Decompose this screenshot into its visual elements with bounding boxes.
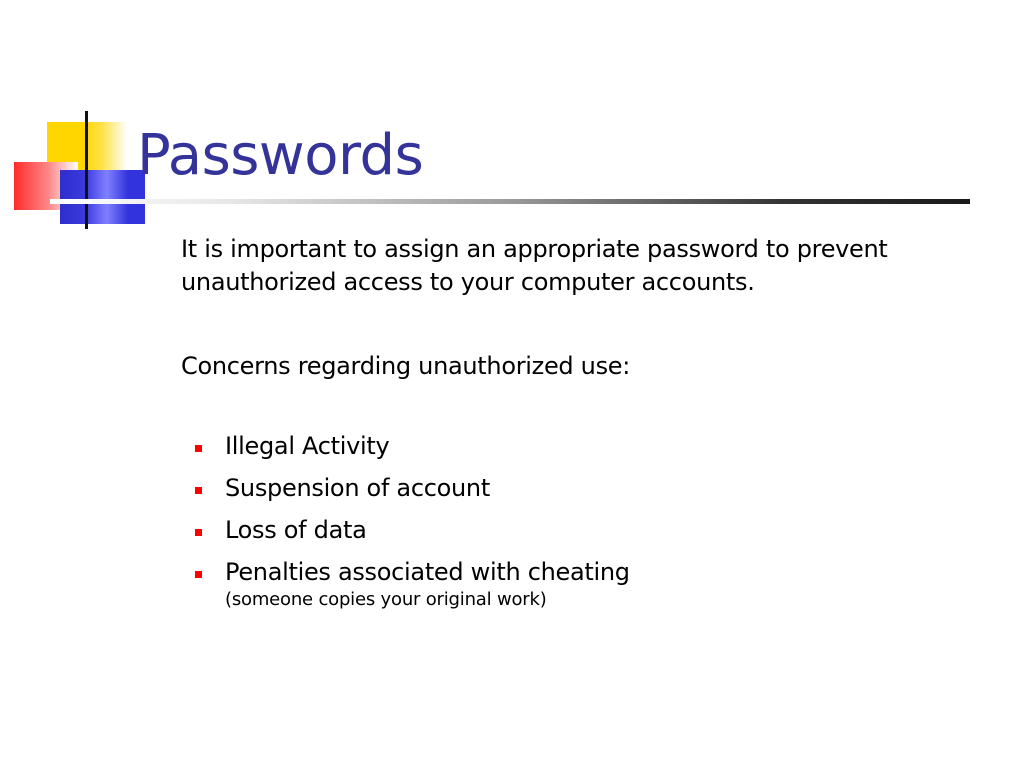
decorative-blue-square xyxy=(60,170,145,224)
list-item xyxy=(195,430,630,472)
list-item xyxy=(195,472,630,514)
decorative-vertical-line xyxy=(85,111,88,229)
intro-paragraph: It is important to assign an appropriate password to prevent unauthorized access to your computer accounts. xyxy=(181,235,888,296)
slide-title: Passwords xyxy=(137,123,424,188)
concerns-heading: Concerns regarding unauthorized use: xyxy=(181,352,631,380)
concerns-list xyxy=(195,430,630,610)
square-bullet-icon xyxy=(195,487,202,494)
list-item-text: Penalties associated with cheating xyxy=(225,558,630,586)
list-item-text: Loss of data xyxy=(225,516,367,544)
list-item-text: Illegal Activity xyxy=(225,432,390,460)
list-item xyxy=(195,556,630,610)
list-item-text: Suspension of account xyxy=(225,474,490,502)
square-bullet-icon xyxy=(195,529,202,536)
list-item xyxy=(195,514,630,556)
title-underline xyxy=(50,199,970,204)
square-bullet-icon xyxy=(195,571,202,578)
square-bullet-icon xyxy=(195,445,202,452)
list-item-note: (someone copies your original work) xyxy=(225,589,547,610)
